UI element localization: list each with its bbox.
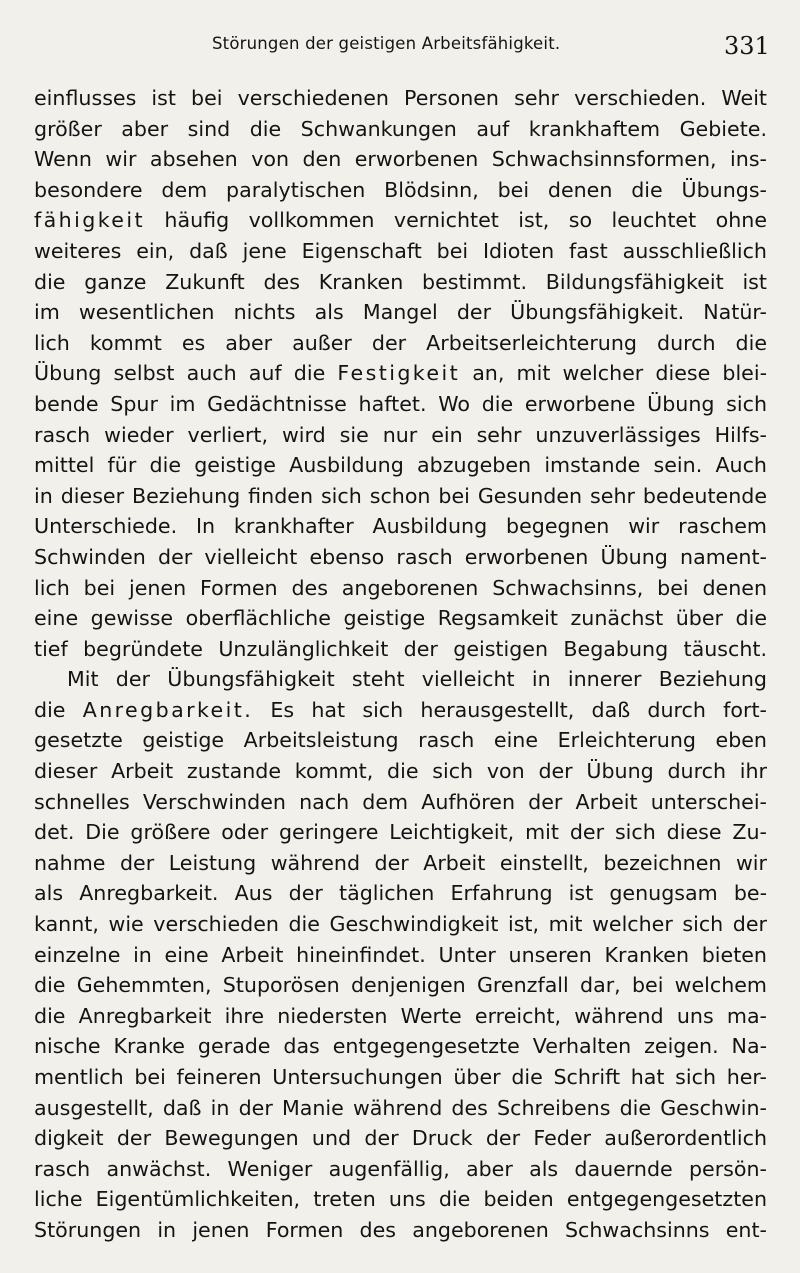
text-run: häufig vollkommen vernichtet ist, so leuchtet ohne	[144, 208, 767, 233]
text-line	[34, 1093, 767, 1124]
text-line	[34, 236, 767, 267]
text-run: Wenn wir absehen von den erworbenen Schwachsinnsformen, ins-	[34, 147, 767, 172]
text-run: einzelne in eine Arbeit hineinfindet. Unter unseren Kranken bieten	[34, 942, 767, 967]
text-line	[34, 1123, 767, 1154]
text-line	[34, 144, 767, 175]
text-line	[34, 573, 767, 604]
text-run: Störungen in jenen Formen des angeborenen Schwachsinns ent-	[34, 1217, 767, 1242]
text-line	[34, 267, 767, 298]
text-line	[34, 358, 767, 389]
page-header	[0, 30, 800, 64]
text-run: die ganze Zukunft des Kranken bestimmt. Bildungsfähigkeit ist	[34, 269, 767, 294]
text-line	[34, 970, 767, 1001]
text-line	[34, 756, 767, 787]
text-run: Unterschiede. In krankhafter Ausbildung begegnen wir raschem	[34, 514, 767, 539]
text-run: eine gewisse oberflächliche geistige Regsamkeit zunächst über die	[34, 606, 767, 631]
text-run: im wesentlichen nichts als Mangel der Übungsfähigkeit. Natür-	[34, 300, 767, 325]
text-line	[34, 725, 767, 756]
text-line	[34, 787, 767, 818]
text-run: Es hat sich herausgestellt, daß durch fort-	[253, 697, 767, 722]
text-run: schnelles Verschwinden nach dem Aufhören der Arbeit unterschei-	[34, 789, 767, 814]
text-run: kannt, wie verschieden die Geschwindigkeit ist, mit welcher sich der	[34, 912, 767, 937]
text-line	[34, 1154, 767, 1185]
text-line	[34, 328, 767, 359]
text-run: det. Die größere oder geringere Leichtigkeit, mit der sich diese Zu-	[34, 820, 767, 845]
text-run: in dieser Beziehung finden sich schon bei Gesunden sehr bedeutende	[34, 483, 767, 508]
text-line	[34, 481, 767, 512]
text-run: lich kommt es aber außer der Arbeitserleichterung durch die	[34, 330, 767, 355]
text-run: dieser Arbeit zustande kommt, die sich von der Übung durch ihr	[34, 759, 767, 784]
text-run: rasch wieder verliert, wird sie nur ein sehr unzuverlässiges Hilfs-	[34, 422, 767, 447]
text-line	[34, 1184, 767, 1215]
text-line	[34, 940, 767, 971]
text-run: weiteres ein, daß jene Eigenschaft bei Idioten fast ausschließlich	[34, 238, 767, 263]
text-run: Übung selbst auch auf die	[34, 361, 338, 386]
text-line	[34, 695, 767, 726]
text-run: lich bei jenen Formen des angeborenen Schwachsinns, bei denen	[34, 575, 767, 600]
text-run: bende Spur im Gedächtnisse haftet. Wo die erworbene Übung sich	[34, 391, 767, 416]
text-run: die Gehemmten, Stuporösen denjenigen Grenzfall dar, bei welchem	[34, 973, 767, 998]
text-line	[34, 389, 767, 420]
text-run: nische Kranke gerade das entgegengesetzte Verhalten zeigen. Na-	[34, 1034, 767, 1059]
text-run: gesetzte geistige Arbeitsleistung rasch eine Erleichterung eben	[34, 728, 767, 753]
page-number: 331	[724, 32, 770, 60]
body-text	[34, 83, 767, 1246]
running-title: Störungen der geistigen Arbeitsfähigkeit.	[212, 34, 561, 53]
text-run: größer aber sind die Schwankungen auf krankhaftem Gebiete.	[34, 116, 767, 141]
emphasized-term: Festigkeit	[337, 361, 461, 386]
text-line	[34, 909, 767, 940]
text-line	[34, 175, 767, 206]
text-line	[34, 848, 767, 879]
text-run: tief begründete Unzulänglichkeit der geistigen Begabung täuscht.	[34, 636, 767, 661]
text-run: nahme der Leistung während der Arbeit einstellt, bezeichnen wir	[34, 850, 767, 875]
text-run: die	[34, 697, 83, 722]
paragraph-first-line	[34, 664, 767, 695]
text-run: als Anregbarkeit. Aus der täglichen Erfahrung ist genugsam be-	[34, 881, 767, 906]
text-line	[34, 1001, 767, 1032]
text-line	[34, 878, 767, 909]
text-run: besondere dem paralytischen Blödsinn, bei denen die Übungs-	[34, 177, 767, 202]
text-run: Mit der Übungsfähigkeit steht vielleicht in innerer Beziehung	[67, 667, 767, 692]
text-run: mittel für die geistige Ausbildung abzugeben imstande sein. Auch	[34, 453, 767, 478]
text-run: an, mit welcher diese blei-	[460, 361, 768, 386]
text-line	[34, 542, 767, 573]
text-run: rasch anwächst. Weniger augenfällig, aber als dauernde persön-	[34, 1156, 767, 1181]
text-line	[34, 603, 767, 634]
text-line	[34, 297, 767, 328]
text-line	[34, 114, 767, 145]
text-line	[34, 1031, 767, 1062]
emphasized-term: Anregbarkeit.	[82, 697, 254, 722]
text-line	[34, 511, 767, 542]
text-line	[34, 1215, 767, 1246]
text-line	[34, 450, 767, 481]
text-run: liche Eigentümlichkeiten, treten uns die beiden entgegengesetzten	[34, 1187, 767, 1212]
text-run: mentlich bei feineren Untersuchungen über die Schrift hat sich her-	[34, 1065, 767, 1089]
text-line	[34, 817, 767, 848]
text-line	[34, 205, 767, 236]
text-run: die Anregbarkeit ihre niedersten Werte erreicht, während uns ma-	[34, 1003, 767, 1028]
text-run: Schwinden der vielleicht ebenso rasch erworbenen Übung nament-	[34, 544, 767, 569]
emphasized-term: fähigkeit	[34, 208, 145, 233]
text-line	[34, 420, 767, 451]
text-run: einflusses ist bei verschiedenen Personen sehr verschieden. Weit	[34, 86, 767, 110]
text-line	[34, 634, 767, 665]
text-line	[34, 83, 767, 114]
text-line	[34, 1062, 767, 1093]
text-run: ausgestellt, daß in der Manie während des Schreibens die Geschwin-	[34, 1095, 767, 1120]
text-run: digkeit der Bewegungen und der Druck der Feder außerordentlich	[34, 1126, 767, 1151]
